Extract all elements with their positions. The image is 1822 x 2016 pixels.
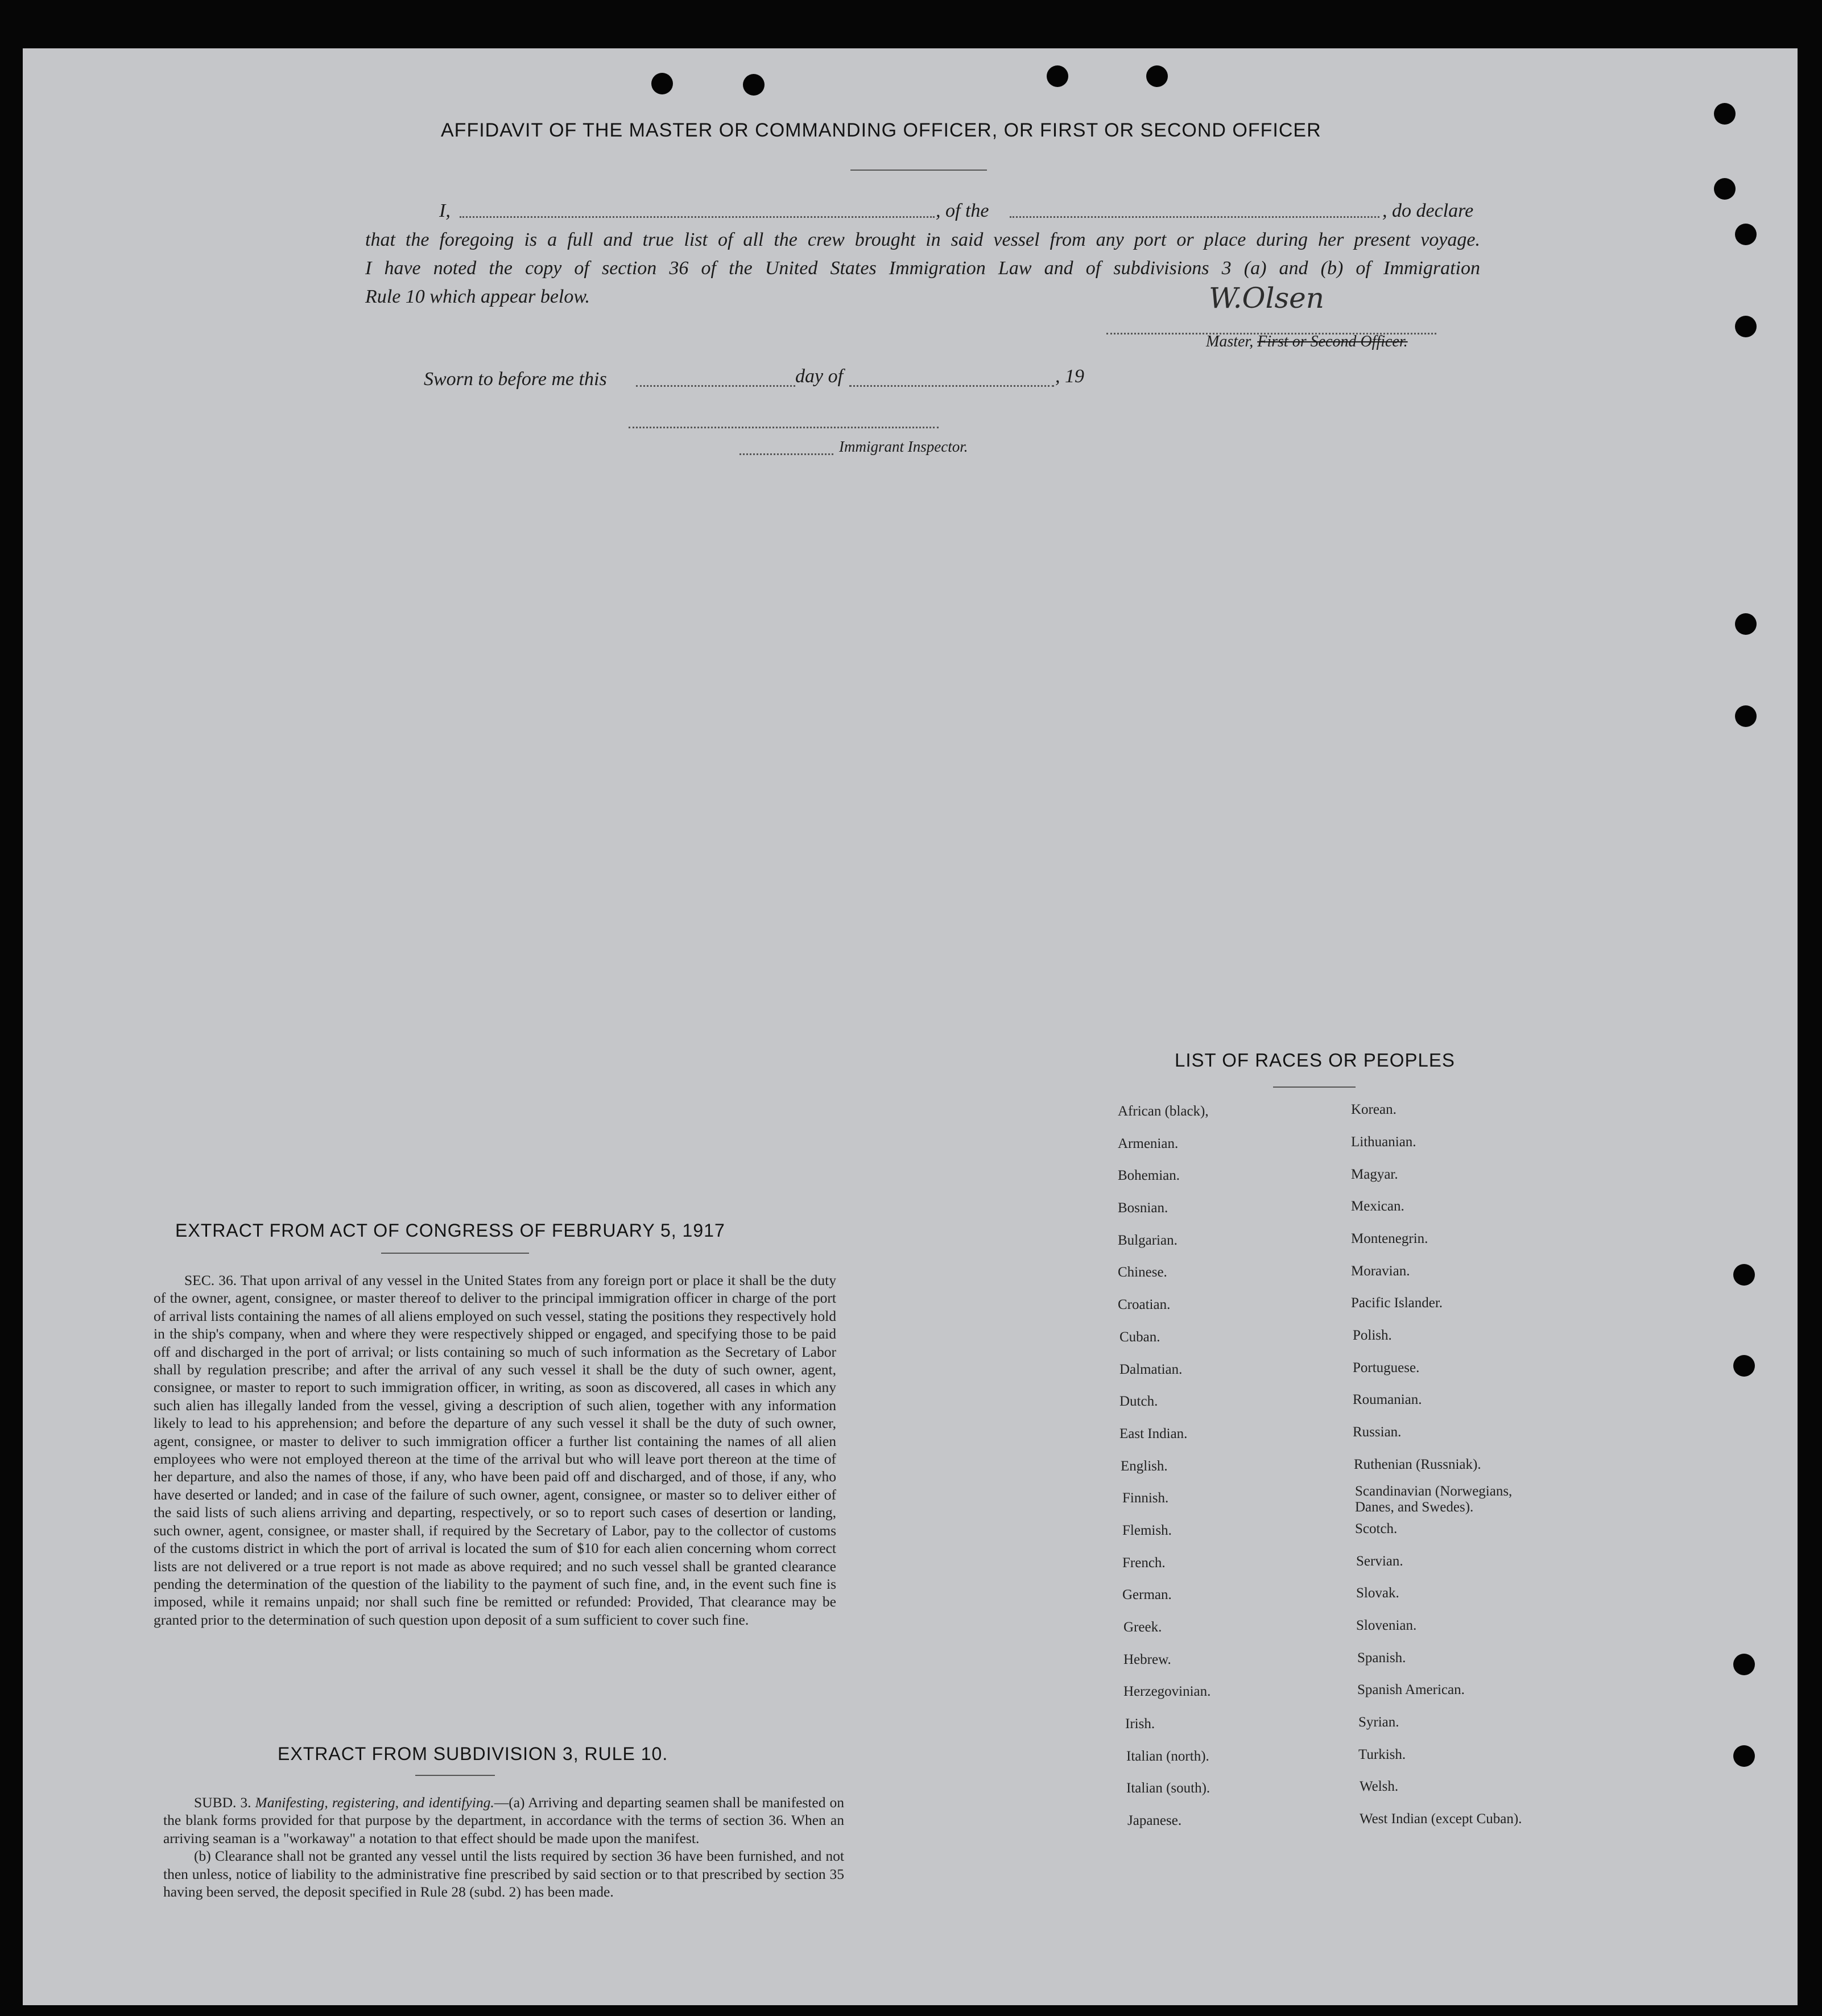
subdivision-a-paragraph (163, 1794, 844, 1847)
race-item: Ruthenian (Russniak). (1354, 1457, 1481, 1472)
race-item: Syrian. (1358, 1715, 1399, 1730)
punch-hole (1714, 103, 1736, 125)
affidavit-line-2: that the foregoing is a full and true list of all the crew brought in said vessel from any port or place during her present voyage. (365, 229, 1480, 250)
punch-hole (1733, 1355, 1755, 1377)
race-item: Magyar. (1351, 1167, 1398, 1182)
section-36-paragraph: SEC. 36. That upon arrival of any vessel in the United States from any foreign port or place it shall be the duty of the owner, agent, consignee, or master thereof to deliver to the principal immigration officer in charge of the port of arrival lists containing the names of all aliens employed on such vessel, stating the positions they respectively hold in the ship's company, when and where they were respectively shipped or engaged, and specifying those to be paid off and discharged in the port of arrival; or lists containing so much of such information as the Secretary of Labor shall by regulation prescribe; and after the arrival of any such vessel it shall be the duty of such owner, agent, consignee, or master to report to such immigration officer, in writing, as soon as discovered, all cases in which any such alien has illegally landed from the vessel, giving a description of such alien, together with any information likely to lead to his apprehension; and before the departure of any such vessel it shall be the duty of such owner, agent, consignee, or master to deliver to such immigration officer a further list containing the names of all alien employees who were not employed thereon at the time of the arrival but who will leave port thereon at the time of her departure, and also the names of those, if any, who have been paid off and discharged, and of those, if any, who have deserted or landed; and in case of the failure of such owner, agent, consignee, or master so to deliver either of the said lists of such aliens arriving and departing, respectively, or so to report such cases of desertion or landing, such owner, agent, consignee, or master shall, if required by the Secretary of Labor, pay to the collector of customs of the customs district in which the port of arrival is located the sum of $10 for each alien concerning whom correct lists are not delivered or a true report is not made as above required; and no such vessel shall be granted clearance pending the determination of the question of the liability to the payment of such fine, and, in the event such fine is imposed, while it remains unpaid; nor shall such fine be remitted or refunded: Provided, That clearance may be granted prior to the determination of such question upon deposit of a sum sufficient to cover such fine. (154, 1272, 836, 1628)
divider (381, 1253, 529, 1254)
year-label: , 19 (1055, 366, 1084, 387)
declarant-prefix: I, (439, 200, 451, 221)
sworn-label: Sworn to before me this (424, 369, 607, 390)
race-item: Servian. (1356, 1554, 1403, 1569)
rule-title: EXTRACT FROM SUBDIVISION 3, RULE 10. (278, 1744, 668, 1764)
race-item: African (black), (1118, 1104, 1209, 1119)
race-item: Japanese. (1127, 1813, 1182, 1828)
subd-a-body: —(a) Arriving and departing seamen shall be manifested on the blank forms provided for that purpose by the department, in accordance with the terms of section 36. When an arriving seaman is a "workaway" a notation to that effect should be made upon the manifest. (163, 1794, 844, 1846)
race-item: Moravian. (1351, 1263, 1410, 1279)
punch-hole (743, 74, 765, 96)
race-item: Slovenian. (1356, 1618, 1417, 1633)
race-item: French. (1122, 1555, 1166, 1571)
punch-hole (1735, 224, 1757, 245)
subdivision-b-paragraph: (b) Clearance shall not be granted any vessel until the lists required by section 36 have been furnished, and not then unless, notice of liability to the administrative fine prescribed by said section or to that prescribed by section 35 having been served, the deposit specified in Rule 28 (subd. 2) has been made. (163, 1848, 844, 1901)
day-of-label: day of (795, 366, 844, 387)
race-item: Croatian. (1118, 1297, 1171, 1312)
race-item: Montenegrin. (1351, 1231, 1428, 1246)
punch-hole (1735, 705, 1757, 727)
race-item: Roumanian. (1353, 1392, 1422, 1407)
inspector-signature-line[interactable] (629, 427, 939, 428)
race-item: Scotch. (1355, 1521, 1398, 1536)
race-item: Cuban. (1119, 1329, 1160, 1345)
section-36-text (154, 1271, 836, 1629)
race-item: Polish. (1353, 1328, 1392, 1343)
race-item: Dutch. (1119, 1394, 1158, 1409)
race-item: English. (1121, 1459, 1168, 1474)
race-item: Chinese. (1118, 1265, 1167, 1280)
sworn-month-field[interactable] (849, 385, 1054, 387)
punch-hole (1733, 1654, 1755, 1675)
affidavit-line-3: I have noted the copy of section 36 of the United States Immigration Law and of subdivisions 3 (a) and (b) of Immigration (365, 258, 1480, 279)
race-item: Herzegovinian. (1123, 1684, 1211, 1699)
race-item: German. (1122, 1587, 1172, 1602)
race-item: Greek. (1123, 1620, 1162, 1635)
race-item: Italian (north). (1126, 1749, 1209, 1764)
punch-hole (1735, 613, 1757, 635)
race-item: Turkish. (1358, 1747, 1406, 1762)
act-title: EXTRACT FROM ACT OF CONGRESS OF FEBRUARY 5, 1917 (175, 1220, 725, 1241)
vessel-of-label: , of the (936, 200, 989, 221)
affidavit-line-4: Rule 10 which appear below. (365, 286, 590, 307)
race-item: Spanish American. (1357, 1682, 1465, 1697)
race-item: Bulgarian. (1118, 1233, 1178, 1248)
punch-hole (1047, 65, 1068, 87)
master-label (1206, 333, 1408, 351)
divider (415, 1775, 495, 1776)
race-item: Russian. (1353, 1424, 1402, 1440)
race-item: Scandinavian (Norwegians, Danes, and Swedes). (1355, 1484, 1513, 1515)
inspector-label-leader (739, 453, 833, 455)
race-item: Finnish. (1122, 1490, 1169, 1506)
race-item: Irish. (1125, 1716, 1155, 1732)
race-item: Bohemian. (1118, 1168, 1180, 1183)
subd-heading: Manifesting, registering, and identifying. (255, 1794, 494, 1811)
sworn-day-field[interactable] (636, 385, 795, 387)
vessel-name-field[interactable] (1010, 216, 1379, 218)
divider (850, 170, 987, 171)
race-item: East Indian. (1119, 1426, 1188, 1441)
affidavit-title: AFFIDAVIT OF THE MASTER OR COMMANDING OFFICER, OR FIRST OR SECOND OFFICER (441, 119, 1321, 141)
race-item: Hebrew. (1123, 1652, 1171, 1667)
punch-hole (1733, 1264, 1755, 1286)
declare-label: , do declare (1382, 200, 1474, 221)
race-item: Welsh. (1360, 1779, 1399, 1794)
race-item: Mexican. (1351, 1199, 1404, 1214)
punch-hole (1714, 178, 1736, 200)
race-item: Korean. (1351, 1102, 1397, 1117)
race-item: Portuguese. (1353, 1360, 1420, 1375)
punch-hole (651, 73, 673, 94)
punch-hole (1733, 1745, 1755, 1767)
master-signature: W.Olsen (1209, 282, 1324, 315)
race-item: Spanish. (1357, 1650, 1406, 1666)
punch-hole (1735, 316, 1757, 337)
subd-lead: SUBD. 3. (194, 1794, 251, 1811)
officer-struck-text: First or Second Officer. (1257, 333, 1408, 350)
inspector-label: Immigrant Inspector. (839, 438, 968, 455)
race-item: Slovak. (1356, 1585, 1399, 1601)
race-item: Bosnian. (1118, 1200, 1168, 1216)
document-page (23, 48, 1798, 2005)
master-text: Master, (1206, 333, 1254, 350)
race-item: Lithuanian. (1351, 1134, 1416, 1150)
race-item: Dalmatian. (1119, 1362, 1183, 1377)
race-item: West Indian (except Cuban). (1360, 1811, 1522, 1827)
declarant-name-field[interactable] (460, 216, 935, 218)
divider (1273, 1087, 1356, 1088)
punch-hole (1146, 65, 1168, 87)
race-item: Italian (south). (1126, 1780, 1210, 1796)
races-title: LIST OF RACES OR PEOPLES (1175, 1050, 1455, 1071)
race-item: Armenian. (1118, 1136, 1179, 1151)
rule-10-text (163, 1794, 844, 1901)
race-item: Pacific Islander. (1351, 1295, 1443, 1311)
race-item: Flemish. (1122, 1523, 1172, 1538)
